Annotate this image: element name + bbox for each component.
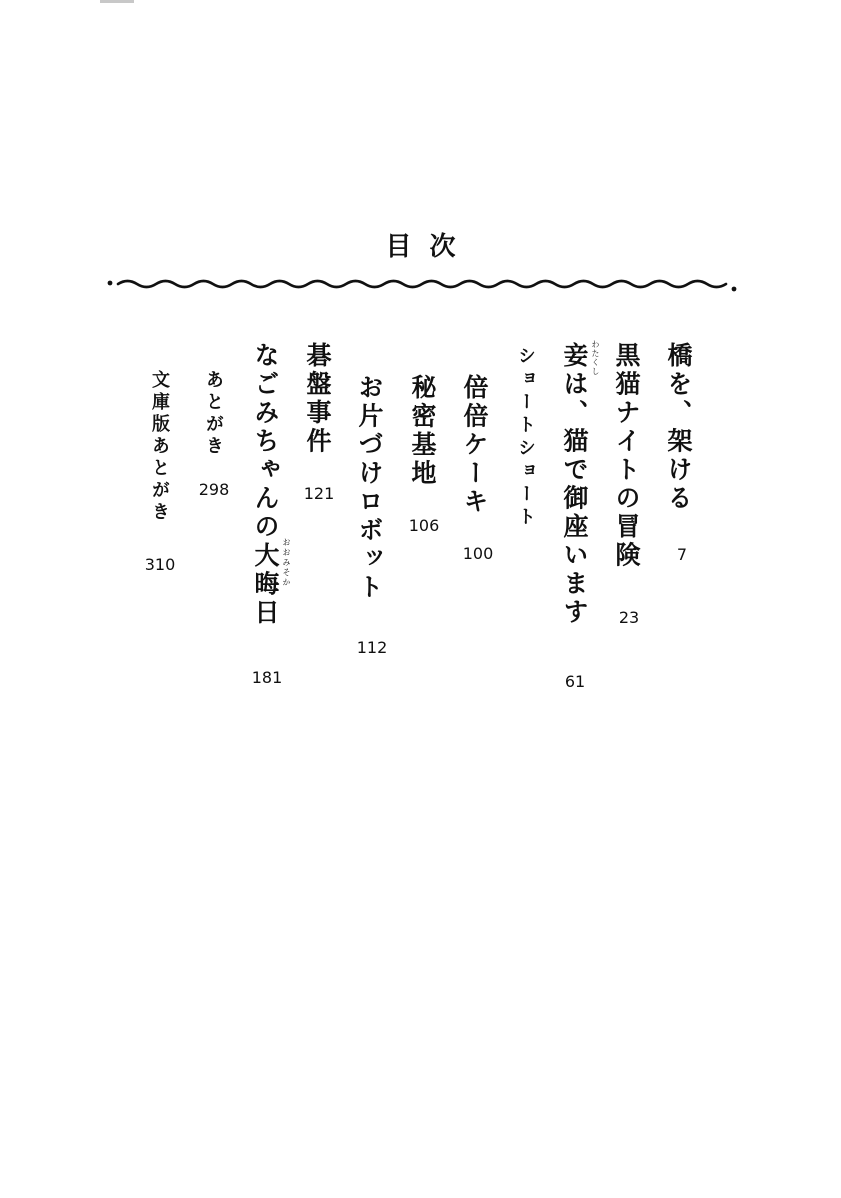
page-title: 目次 xyxy=(385,232,474,262)
toc-page-number: 121 xyxy=(303,484,335,503)
toc-page-number: 7 xyxy=(676,545,688,564)
ruby-base: 妾 わたくし xyxy=(560,340,600,376)
toc-page-number: 298 xyxy=(198,480,230,499)
toc-entry-title: お片づけロボット xyxy=(355,374,384,602)
toc-entry-title: 黒猫ナイトの冒険 xyxy=(612,342,641,570)
toc-entry-title: 秘密基地 xyxy=(408,374,437,488)
toc-page-number: 61 xyxy=(564,672,586,691)
ruby-base: 大晦日 おおみそか xyxy=(251,537,291,627)
toc-page-number: 23 xyxy=(618,608,640,627)
wavy-divider xyxy=(106,272,738,296)
toc-entry-title: 妾 わたくし は、猫で御座います xyxy=(560,340,600,627)
scan-edge-mark xyxy=(100,0,134,3)
toc-entry-title: 碁盤事件 xyxy=(303,342,332,456)
toc-page-number: 106 xyxy=(408,516,440,535)
toc-entry-title: あとがき xyxy=(203,370,224,458)
section-heading: ショートショート xyxy=(515,346,536,530)
toc-page-number: 181 xyxy=(251,668,283,687)
toc-entry-title: なごみちゃんの大晦日 おおみそか xyxy=(251,342,291,627)
toc-page-number: 112 xyxy=(356,638,388,657)
toc-page-number: 310 xyxy=(144,555,176,574)
toc-entry-title: 倍倍ケーキ xyxy=(460,374,489,517)
toc-entry-title: 橋を、架ける xyxy=(664,342,693,513)
toc-entry-title: 文庫版あとがき xyxy=(149,370,170,524)
toc-page-number: 100 xyxy=(462,544,494,563)
ruby-reading: わたくし xyxy=(591,340,600,376)
ruby-reading: おおみそか xyxy=(282,537,291,588)
